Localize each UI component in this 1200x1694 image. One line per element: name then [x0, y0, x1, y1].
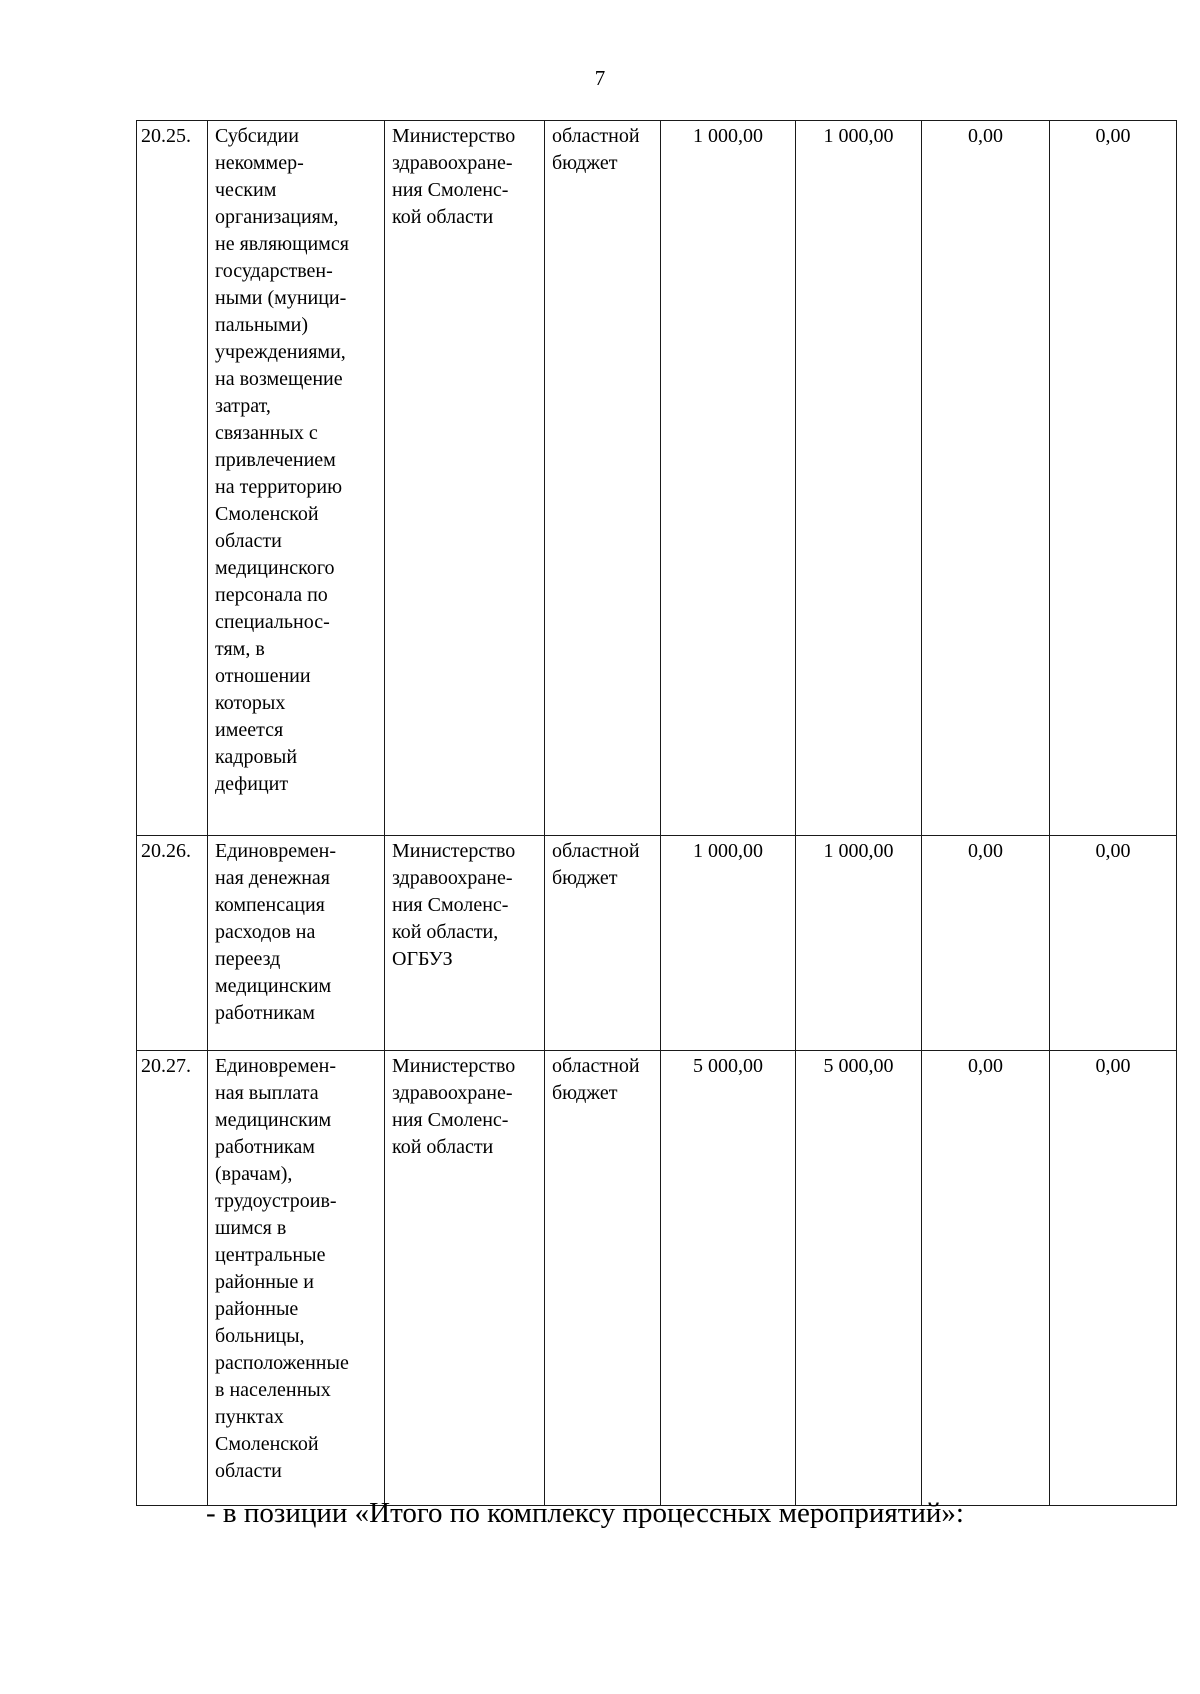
row-number: 20.26. — [137, 836, 208, 1051]
text-line: расходов на — [215, 921, 316, 943]
text-line: ния Смоленс- — [392, 179, 509, 201]
text-line: области — [215, 530, 282, 552]
text-line: здравоохране- — [392, 1082, 513, 1104]
text-line: области — [215, 1460, 282, 1482]
funding-source — [545, 836, 661, 1051]
text-line: больницы, — [215, 1325, 305, 1347]
text-line: которых — [215, 692, 286, 714]
text-line: бюджет — [552, 867, 618, 889]
text-line: медицинским — [215, 1109, 332, 1131]
text-line: ния Смоленс- — [392, 1109, 509, 1131]
amount-year-2: 0,00 — [922, 836, 1050, 1051]
executor — [385, 1051, 545, 1506]
text-line: кой области — [392, 1136, 494, 1158]
amount-total: 1 000,00 — [661, 836, 796, 1051]
table-row — [137, 121, 1177, 836]
text-line: затрат, — [215, 395, 271, 417]
text-line: кой области, — [392, 921, 499, 943]
text-line: бюджет — [552, 1082, 618, 1104]
text-line: организациям, — [215, 206, 339, 228]
text-line: имеется — [215, 719, 284, 741]
amount-year-3: 0,00 — [1050, 1051, 1177, 1506]
amount-total: 1 000,00 — [661, 121, 796, 836]
text-line: районные — [215, 1298, 299, 1320]
budget-measures-table — [136, 120, 1177, 1506]
text-line: не являющимся — [215, 233, 349, 255]
text-line: пунктах — [215, 1406, 284, 1428]
text-line: медицинским — [215, 975, 332, 997]
text-line: в населенных — [215, 1379, 331, 1401]
text-line: ными (муници- — [215, 287, 347, 309]
text-line: ния Смоленс- — [392, 894, 509, 916]
text-line: центральные — [215, 1244, 326, 1266]
text-line: здравоохране- — [392, 152, 513, 174]
amount-year-2: 0,00 — [922, 1051, 1050, 1506]
text-line: работникам — [215, 1136, 315, 1158]
text-line: Смоленской — [215, 1433, 319, 1455]
measure-description — [208, 836, 385, 1051]
amount-year-1: 5 000,00 — [796, 1051, 922, 1506]
row-number: 20.25. — [137, 121, 208, 836]
text-line: кой области — [392, 206, 494, 228]
measure-description — [208, 121, 385, 836]
text-line: бюджет — [552, 152, 618, 174]
text-line: ная денежная — [215, 867, 331, 889]
text-line: здравоохране- — [392, 867, 513, 889]
text-line: областной — [552, 125, 640, 147]
amount-year-3: 0,00 — [1050, 836, 1177, 1051]
text-line: государствен- — [215, 260, 333, 282]
text-line: трудоустроив- — [215, 1190, 337, 1212]
text-line: Министерство — [392, 840, 516, 862]
text-line: компенсация — [215, 894, 325, 916]
text-line: Единовремен- — [215, 1055, 337, 1077]
measure-description — [208, 1051, 385, 1506]
text-line: районные и — [215, 1271, 315, 1293]
text-line: ОГБУЗ — [392, 948, 453, 970]
text-line: переезд — [215, 948, 281, 970]
text-line: пальными) — [215, 314, 309, 336]
page-number: 7 — [594, 66, 606, 90]
text-line: шимся в — [215, 1217, 287, 1239]
continuation-note: - в позиции «Итого по комплексу процессных мероприятий»: — [206, 1497, 964, 1529]
amount-total: 5 000,00 — [661, 1051, 796, 1506]
text-line: на территорию — [215, 476, 343, 498]
text-line: дефицит — [215, 773, 289, 795]
text-line: тям, в — [215, 638, 265, 660]
text-line: персонала по — [215, 584, 328, 606]
text-line: связанных с — [215, 422, 318, 444]
row-number: 20.27. — [137, 1051, 208, 1506]
amount-year-1: 1 000,00 — [796, 836, 922, 1051]
executor — [385, 836, 545, 1051]
executor — [385, 121, 545, 836]
text-line: Смоленской — [215, 503, 319, 525]
text-line: ческим — [215, 179, 277, 201]
text-line: некоммер- — [215, 152, 304, 174]
table-row — [137, 836, 1177, 1051]
text-line: расположенные — [215, 1352, 349, 1374]
text-line: Единовремен- — [215, 840, 337, 862]
funding-source — [545, 1051, 661, 1506]
text-line: работникам — [215, 1002, 315, 1024]
text-line: учреждениями, — [215, 341, 346, 363]
amount-year-2: 0,00 — [922, 121, 1050, 836]
text-line: медицинского — [215, 557, 335, 579]
text-line: Министерство — [392, 125, 516, 147]
text-line: (врачам), — [215, 1163, 293, 1185]
text-line: кадровый — [215, 746, 298, 768]
text-line: областной — [552, 840, 640, 862]
funding-source — [545, 121, 661, 836]
text-line: Субсидии — [215, 125, 299, 147]
text-line: на возмещение — [215, 368, 343, 390]
table-row — [137, 1051, 1177, 1506]
amount-year-1: 1 000,00 — [796, 121, 922, 836]
text-line: ная выплата — [215, 1082, 319, 1104]
text-line: специальнос- — [215, 611, 330, 633]
text-line: областной — [552, 1055, 640, 1077]
text-line: привлечением — [215, 449, 336, 471]
text-line: отношении — [215, 665, 311, 687]
text-line: Министерство — [392, 1055, 516, 1077]
amount-year-3: 0,00 — [1050, 121, 1177, 836]
